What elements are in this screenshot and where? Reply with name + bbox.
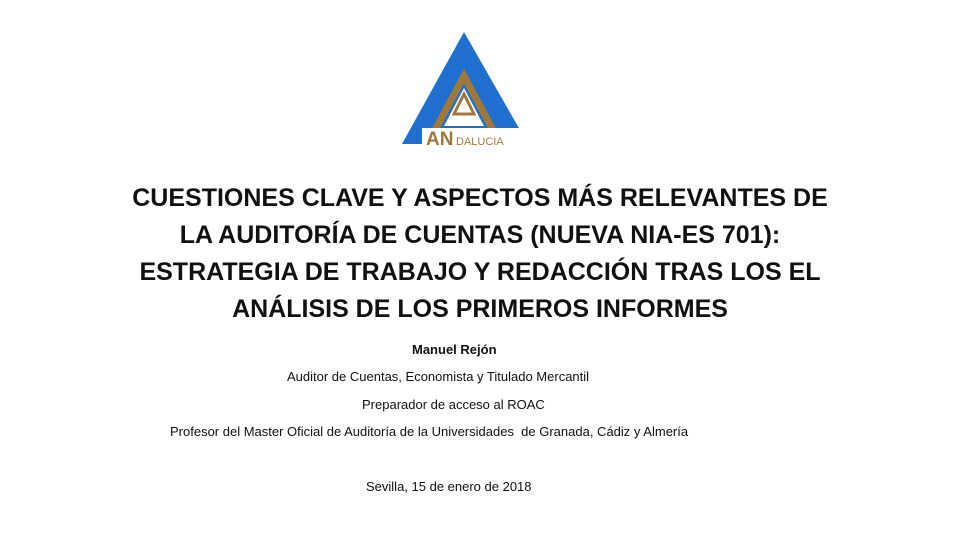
slide-title (80, 180, 880, 328)
andalucia-logo (398, 28, 534, 150)
svg-text:AN: AN (426, 129, 454, 150)
author-role-1: Auditor de Cuentas, Economista y Titulado Mercantil (287, 369, 590, 384)
author-role-3: Profesor del Master Oficial de Auditoría de la Universidades de Granada, Cádiz y Almería (170, 424, 689, 439)
title-line-3: ESTRATEGIA DE TRABAJO Y REDACCIÓN TRAS LOS EL (139, 258, 821, 286)
author-role-2: Preparador de acceso al ROAC (362, 397, 545, 412)
title-line-2: LA AUDITORÍA DE CUENTAS (NUEVA NIA-ES 701): (179, 221, 781, 249)
author-name: Manuel Rejón (412, 342, 497, 357)
title-line-1: CUESTIONES CLAVE Y ASPECTOS MÁS RELEVANTES DE (132, 184, 828, 212)
svg-text:DALUCIA: DALUCIA (456, 136, 504, 148)
logo-triangle-icon (398, 28, 534, 150)
date-line: Sevilla, 15 de enero de 2018 (366, 479, 532, 494)
title-line-4: ANÁLISIS DE LOS PRIMEROS INFORMES (232, 295, 728, 323)
